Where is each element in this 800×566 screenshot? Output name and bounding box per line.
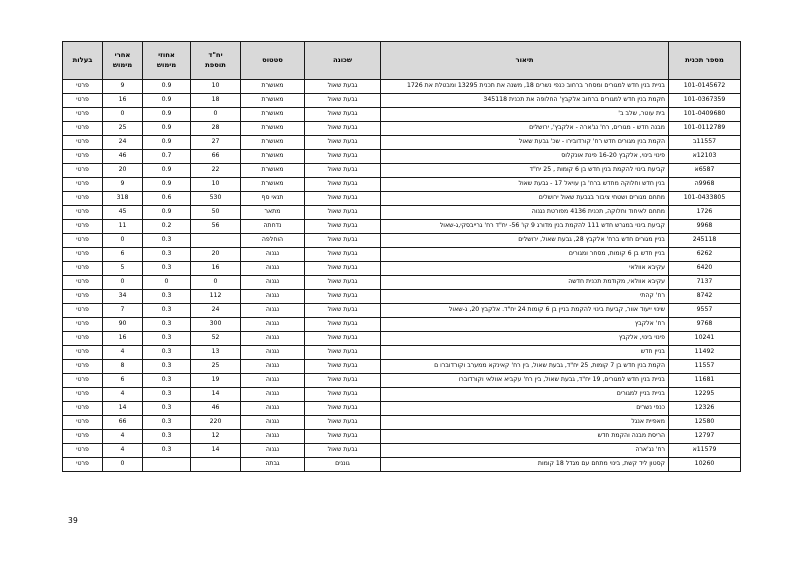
cell-status: נגנוה — [241, 401, 305, 415]
cell-status: מאושרת — [241, 93, 305, 107]
cell-plan-number: 12103א — [669, 149, 741, 163]
cell-ownership: פרטי — [63, 191, 103, 205]
cell-plan-number: 12580 — [669, 415, 741, 429]
cell-added-units: 18 — [191, 93, 241, 107]
table-row — [63, 443, 741, 457]
cell-after-realization: 16 — [103, 93, 143, 107]
cell-realization-pct: 0.6 — [143, 191, 191, 205]
cell-plan-number: 12295 — [669, 387, 741, 401]
table-row — [63, 205, 741, 219]
cell-added-units: 66 — [191, 149, 241, 163]
table-row — [63, 387, 741, 401]
cell-neighborhood: גבעת שאול — [305, 429, 381, 443]
cell-status: נגנוה — [241, 373, 305, 387]
table-row — [63, 247, 741, 261]
cell-neighborhood: גבעת שאול — [305, 163, 381, 177]
cell-plan-number: 1726 — [669, 205, 741, 219]
cell-ownership: פרטי — [63, 205, 103, 219]
cell-after-realization: 5 — [103, 261, 143, 275]
column-header-description — [381, 42, 669, 80]
cell-neighborhood: גבעת שאול — [305, 233, 381, 247]
cell-description: הריסת מבנה והקמת חדש — [381, 429, 669, 443]
cell-status: נגנוה — [241, 289, 305, 303]
cell-status: נדחתה — [241, 219, 305, 233]
table-body — [63, 80, 741, 472]
cell-realization-pct: 0.3 — [143, 415, 191, 429]
cell-neighborhood: גבעת שאול — [305, 191, 381, 205]
cell-added-units — [191, 233, 241, 247]
cell-neighborhood: גבעת שאול — [305, 135, 381, 149]
cell-realization-pct: 0.3 — [143, 261, 191, 275]
cell-realization-pct: 0.3 — [143, 317, 191, 331]
cell-ownership: פרטי — [63, 275, 103, 289]
table-row — [63, 107, 741, 121]
cell-after-realization: 11 — [103, 219, 143, 233]
cell-plan-number: 9968 — [669, 219, 741, 233]
cell-after-realization: 0 — [103, 457, 143, 471]
table-row — [63, 331, 741, 345]
cell-realization-pct: 0.3 — [143, 443, 191, 457]
table-row — [63, 149, 741, 163]
cell-plan-number: 101-0409680 — [669, 107, 741, 121]
column-header-after-realization — [103, 42, 143, 80]
cell-realization-pct: 0.3 — [143, 359, 191, 373]
cell-ownership: פרטי — [63, 289, 103, 303]
cell-ownership: פרטי — [63, 401, 103, 415]
cell-after-realization: 66 — [103, 415, 143, 429]
cell-description: פינוי בינוי, אלקבץ — [381, 331, 669, 345]
column-header-status-label: סטטוס — [262, 55, 283, 64]
cell-after-realization: 0 — [103, 107, 143, 121]
cell-after-realization: 6 — [103, 373, 143, 387]
cell-realization-pct: 0.3 — [143, 345, 191, 359]
cell-plan-number: 7137 — [669, 275, 741, 289]
cell-after-realization: 16 — [103, 331, 143, 345]
column-header-neighborhood — [305, 42, 381, 80]
cell-plan-number: 11579א — [669, 443, 741, 457]
cell-added-units: 50 — [191, 205, 241, 219]
cell-realization-pct: 0.3 — [143, 373, 191, 387]
cell-description: בית עוטר, שלב ב' — [381, 107, 669, 121]
cell-plan-number: 12797 — [669, 429, 741, 443]
cell-description: בניין מגורים חדש ברח' אלקבץ 28, גבעת שאול, ירושלים — [381, 233, 669, 247]
column-header-status — [241, 42, 305, 80]
column-header-description-label: תיאור — [515, 55, 534, 64]
cell-after-realization: 9 — [103, 177, 143, 191]
cell-description: חקמת בנין חדש למגורים ברחוב אלקבץ' החלופה את תכנית 345118 — [381, 93, 669, 107]
cell-added-units: 16 — [191, 261, 241, 275]
cell-plan-number: 6262 — [669, 247, 741, 261]
cell-after-realization: 9 — [103, 80, 143, 94]
table-row — [63, 191, 741, 205]
cell-ownership: פרטי — [63, 80, 103, 94]
cell-plan-number: 6587א — [669, 163, 741, 177]
cell-added-units: 52 — [191, 331, 241, 345]
cell-ownership: פרטי — [63, 163, 103, 177]
table-row — [63, 219, 741, 233]
table-row — [63, 233, 741, 247]
cell-added-units: 19 — [191, 373, 241, 387]
cell-after-realization: 4 — [103, 443, 143, 457]
cell-added-units: 10 — [191, 177, 241, 191]
cell-plan-number: 12326 — [669, 401, 741, 415]
cell-ownership: פרטי — [63, 359, 103, 373]
cell-plan-number: 101-0433805 — [669, 191, 741, 205]
cell-ownership: פרטי — [63, 219, 103, 233]
page-number: 39 — [68, 516, 78, 525]
table-header — [63, 42, 741, 80]
cell-description: בניית בנין חדש למגורים, 19 יח"ד, גבעת שאול, בין רח' עקביא אוולאי וקורדוברו — [381, 373, 669, 387]
cell-after-realization: 4 — [103, 345, 143, 359]
cell-after-realization: 34 — [103, 289, 143, 303]
cell-neighborhood: גבעת שאול — [305, 107, 381, 121]
cell-neighborhood: גבעת שאול — [305, 331, 381, 345]
cell-added-units: 14 — [191, 443, 241, 457]
cell-realization-pct: 0.3 — [143, 331, 191, 345]
cell-plan-number: 10241 — [669, 331, 741, 345]
cell-neighborhood: גבעת שאול — [305, 80, 381, 94]
column-header-neighborhood-label: שכונה — [332, 55, 353, 64]
cell-neighborhood: גבעת שאול — [305, 121, 381, 135]
cell-status: מאושרת — [241, 163, 305, 177]
cell-status: מתאר — [241, 205, 305, 219]
cell-description: רח' אלקבץ — [381, 317, 669, 331]
cell-status: נגנוה — [241, 317, 305, 331]
plans-table-container — [62, 41, 740, 472]
cell-description: שינוי ייעוד אוור, קביעת בינוי להקמת בניין בן 6 קומות 24 יח"ד. אלקבץ 20, ג-שאול — [381, 303, 669, 317]
cell-neighborhood: גבעת שאול — [305, 415, 381, 429]
cell-added-units: 27 — [191, 135, 241, 149]
cell-realization-pct: 0.3 — [143, 247, 191, 261]
cell-status: נגנוה — [241, 331, 305, 345]
cell-neighborhood: גבעת שאול — [305, 205, 381, 219]
cell-after-realization: 7 — [103, 303, 143, 317]
table-row — [63, 373, 741, 387]
cell-plan-number: 6420 — [669, 261, 741, 275]
cell-plan-number: 9768 — [669, 317, 741, 331]
cell-neighborhood: גבעת שאול — [305, 373, 381, 387]
cell-status: נגנוה — [241, 387, 305, 401]
cell-realization-pct — [143, 457, 191, 471]
table-row — [63, 317, 741, 331]
cell-added-units: 0 — [191, 107, 241, 121]
cell-plan-number: 11681 — [669, 373, 741, 387]
table-header-row — [63, 42, 741, 80]
cell-added-units: 12 — [191, 429, 241, 443]
cell-plan-number: 101-0367359 — [669, 93, 741, 107]
cell-realization-pct: 0.2 — [143, 219, 191, 233]
cell-description: פינוי בינוי, אלקבץ 16-20 פינת אונקלוס — [381, 149, 669, 163]
cell-plan-number: 8742 — [669, 289, 741, 303]
cell-after-realization: 4 — [103, 387, 143, 401]
cell-realization-pct: 0 — [143, 275, 191, 289]
cell-added-units: 300 — [191, 317, 241, 331]
cell-status: נגנוה — [241, 415, 305, 429]
cell-plan-number: 11557ב — [669, 135, 741, 149]
cell-description: הקמת בנין חדש בן 7 קומות, 25 יח"ד, גבעת שאול, בין רח' קאינקא ממערב וקורדוברו ם — [381, 359, 669, 373]
cell-status: מאושרת — [241, 121, 305, 135]
cell-after-realization: 46 — [103, 149, 143, 163]
cell-status: נגנוה — [241, 303, 305, 317]
table-row — [63, 135, 741, 149]
cell-neighborhood: גבעת שאול — [305, 219, 381, 233]
cell-status: מאושרת — [241, 149, 305, 163]
cell-description: קסטון ליד קשת, בינוי מתחם עם מגדל 18 קומות — [381, 457, 669, 471]
cell-description: רח' נג'ארה — [381, 443, 669, 457]
cell-status: נגנוה — [241, 359, 305, 373]
cell-status: נגנוה — [241, 345, 305, 359]
cell-neighborhood: גבעת שאול — [305, 345, 381, 359]
cell-added-units: 28 — [191, 121, 241, 135]
cell-neighborhood: גבעת שאול — [305, 275, 381, 289]
cell-neighborhood: גבעת שאול — [305, 303, 381, 317]
cell-status: נגנוה — [241, 429, 305, 443]
cell-description: כנפי נשרים — [381, 401, 669, 415]
column-header-realization-pct-label-line1: אחוזי — [158, 51, 175, 60]
table-row — [63, 359, 741, 373]
table-row — [63, 121, 741, 135]
cell-realization-pct: 0.9 — [143, 93, 191, 107]
cell-plan-number: 101-0112789 — [669, 121, 741, 135]
cell-added-units: 24 — [191, 303, 241, 317]
cell-after-realization: 8 — [103, 359, 143, 373]
cell-neighborhood: גוננים — [305, 457, 381, 471]
cell-description: קביעת בינוי להקמת בנין חדש בן 6 קומות , 25 יח"ד — [381, 163, 669, 177]
cell-added-units: 14 — [191, 387, 241, 401]
cell-status: נגנוה — [241, 261, 305, 275]
column-header-added-units-label-line1: יח"ד — [208, 51, 223, 60]
cell-neighborhood: גבעת שאול — [305, 93, 381, 107]
cell-description: רח' קהתי — [381, 289, 669, 303]
cell-ownership: פרטי — [63, 233, 103, 247]
cell-description: בניית בניין למגורים — [381, 387, 669, 401]
table-row — [63, 415, 741, 429]
cell-ownership: פרטי — [63, 429, 103, 443]
cell-realization-pct: 0.3 — [143, 429, 191, 443]
cell-status: מאושרת — [241, 107, 305, 121]
cell-ownership: פרטי — [63, 457, 103, 471]
cell-plan-number: 11492 — [669, 345, 741, 359]
cell-ownership: פרטי — [63, 261, 103, 275]
cell-added-units: 10 — [191, 80, 241, 94]
cell-ownership: פרטי — [63, 373, 103, 387]
cell-added-units: 220 — [191, 415, 241, 429]
cell-ownership: פרטי — [63, 331, 103, 345]
cell-neighborhood: גבעת שאול — [305, 387, 381, 401]
cell-description: מאפיית אנגל — [381, 415, 669, 429]
cell-description: בנין חדש וחלוקה מחדש ברח' בן עויאל 17 - גבעת שאול — [381, 177, 669, 191]
table-row — [63, 401, 741, 415]
cell-realization-pct: 0.3 — [143, 289, 191, 303]
cell-after-realization: 0 — [103, 275, 143, 289]
cell-realization-pct: 0.3 — [143, 387, 191, 401]
column-header-realization-pct — [143, 42, 191, 80]
cell-ownership: פרטי — [63, 121, 103, 135]
cell-plan-number: 9557 — [669, 303, 741, 317]
cell-realization-pct: 0.3 — [143, 401, 191, 415]
table-row — [63, 289, 741, 303]
cell-status: נגנוה — [241, 247, 305, 261]
column-header-added-units — [191, 42, 241, 80]
cell-after-realization: 45 — [103, 205, 143, 219]
cell-ownership: פרטי — [63, 443, 103, 457]
column-header-after-realization-label-line2: מימוש — [112, 60, 133, 69]
cell-after-realization: 24 — [103, 135, 143, 149]
cell-added-units: 46 — [191, 401, 241, 415]
cell-realization-pct: 0.9 — [143, 107, 191, 121]
cell-neighborhood: גבעת שאול — [305, 289, 381, 303]
cell-plan-number: 9968ה — [669, 177, 741, 191]
cell-description: מתחם לאיחוד וחלוקה, תכנית 4136 מפורטת נגנוה — [381, 205, 669, 219]
cell-neighborhood: גבעת שאול — [305, 401, 381, 415]
cell-after-realization: 20 — [103, 163, 143, 177]
table-row — [63, 163, 741, 177]
cell-ownership: פרטי — [63, 149, 103, 163]
cell-status: הוחלפה — [241, 233, 305, 247]
cell-ownership: פרטי — [63, 345, 103, 359]
cell-after-realization: 0 — [103, 233, 143, 247]
cell-description: בניית בנין חדש למגורים ומסחר ברחוב כנפי נשרים 18, משנה את תכנית 13295 ומבטלת את 1726 — [381, 80, 669, 94]
cell-after-realization: 6 — [103, 247, 143, 261]
cell-status: נגנוה — [241, 443, 305, 457]
cell-ownership: פרטי — [63, 177, 103, 191]
cell-status: מאושרת — [241, 80, 305, 94]
cell-realization-pct: 0.9 — [143, 121, 191, 135]
cell-realization-pct: 0.9 — [143, 135, 191, 149]
cell-ownership: פרטי — [63, 93, 103, 107]
table-row — [63, 93, 741, 107]
cell-description: עקיבא אוולאי — [381, 261, 669, 275]
cell-status: נגנוה — [241, 275, 305, 289]
cell-description: עקיבא אוולאי, מקודמת תכנית חדשה — [381, 275, 669, 289]
column-header-plan-number — [669, 42, 741, 80]
cell-realization-pct: 0.3 — [143, 303, 191, 317]
cell-description: בניין חדש — [381, 345, 669, 359]
column-header-after-realization-label-line1: אחרי — [114, 51, 131, 60]
cell-neighborhood: גבעת שאול — [305, 261, 381, 275]
table-row — [63, 261, 741, 275]
table-row — [63, 177, 741, 191]
cell-neighborhood: גבעת שאול — [305, 359, 381, 373]
cell-added-units: 20 — [191, 247, 241, 261]
cell-status: מאושרת — [241, 177, 305, 191]
cell-description: קביעת בינוי במגרש חדש 111 להקמת בנין מדורג 9 קו' 56- יח"ד רח' גרייבסקי,ג-שאול — [381, 219, 669, 233]
cell-plan-number: 10260 — [669, 457, 741, 471]
cell-plan-number: 101-0145672 — [669, 80, 741, 94]
table-row — [63, 429, 741, 443]
table-row — [63, 80, 741, 94]
cell-realization-pct: 0.7 — [143, 149, 191, 163]
cell-added-units: 13 — [191, 345, 241, 359]
cell-after-realization: 14 — [103, 401, 143, 415]
cell-neighborhood: גבעת שאול — [305, 317, 381, 331]
cell-description: הקמת בנין מגורים חדש רח' קורדובירו - שכ' גבעת שאול — [381, 135, 669, 149]
cell-realization-pct: 0.3 — [143, 233, 191, 247]
cell-added-units: 0 — [191, 275, 241, 289]
cell-added-units: 112 — [191, 289, 241, 303]
cell-ownership: פרטי — [63, 415, 103, 429]
cell-realization-pct: 0.9 — [143, 205, 191, 219]
cell-ownership: פרטי — [63, 303, 103, 317]
cell-neighborhood: גבעת שאול — [305, 247, 381, 261]
column-header-added-units-label-line2: תוספת — [205, 60, 226, 69]
cell-after-realization: 25 — [103, 121, 143, 135]
cell-neighborhood: גבעת שאול — [305, 177, 381, 191]
column-header-plan-number-label: מספר תכנית — [685, 55, 724, 64]
cell-plan-number: 245118 — [669, 233, 741, 247]
cell-added-units: 56 — [191, 219, 241, 233]
cell-after-realization: 4 — [103, 429, 143, 443]
cell-added-units: 530 — [191, 191, 241, 205]
cell-added-units: 25 — [191, 359, 241, 373]
column-header-ownership — [63, 42, 103, 80]
table-row — [63, 345, 741, 359]
cell-ownership: פרטי — [63, 107, 103, 121]
cell-description: מתחם מגורים ושטחי ציבור בגבעת שאול ירושלים — [381, 191, 669, 205]
cell-description: מבנה חדש - מגורים, רח' נג'ארה - אלקבץ', ירושלים — [381, 121, 669, 135]
column-header-realization-pct-label-line2: מימוש — [156, 60, 177, 69]
cell-plan-number: 11557 — [669, 359, 741, 373]
cell-neighborhood: גבעת שאול — [305, 149, 381, 163]
cell-ownership: פרטי — [63, 387, 103, 401]
table-row — [63, 303, 741, 317]
cell-status: גבתה — [241, 457, 305, 471]
cell-ownership: פרטי — [63, 317, 103, 331]
cell-status: מאושרת — [241, 135, 305, 149]
cell-ownership: פרטי — [63, 135, 103, 149]
cell-after-realization: 90 — [103, 317, 143, 331]
table-row — [63, 457, 741, 471]
cell-after-realization: 318 — [103, 191, 143, 205]
plans-table — [62, 41, 741, 472]
table-row — [63, 275, 741, 289]
cell-status: תנאי סף — [241, 191, 305, 205]
cell-realization-pct: 0.9 — [143, 80, 191, 94]
cell-added-units — [191, 457, 241, 471]
cell-description: בניין חדש בן 6 קומות, מסחר ומגורים — [381, 247, 669, 261]
cell-realization-pct: 0.9 — [143, 163, 191, 177]
cell-neighborhood: גבעת שאול — [305, 443, 381, 457]
cell-added-units: 22 — [191, 163, 241, 177]
cell-realization-pct: 0.9 — [143, 177, 191, 191]
column-header-ownership-label: בעלות — [72, 55, 93, 64]
cell-ownership: פרטי — [63, 247, 103, 261]
